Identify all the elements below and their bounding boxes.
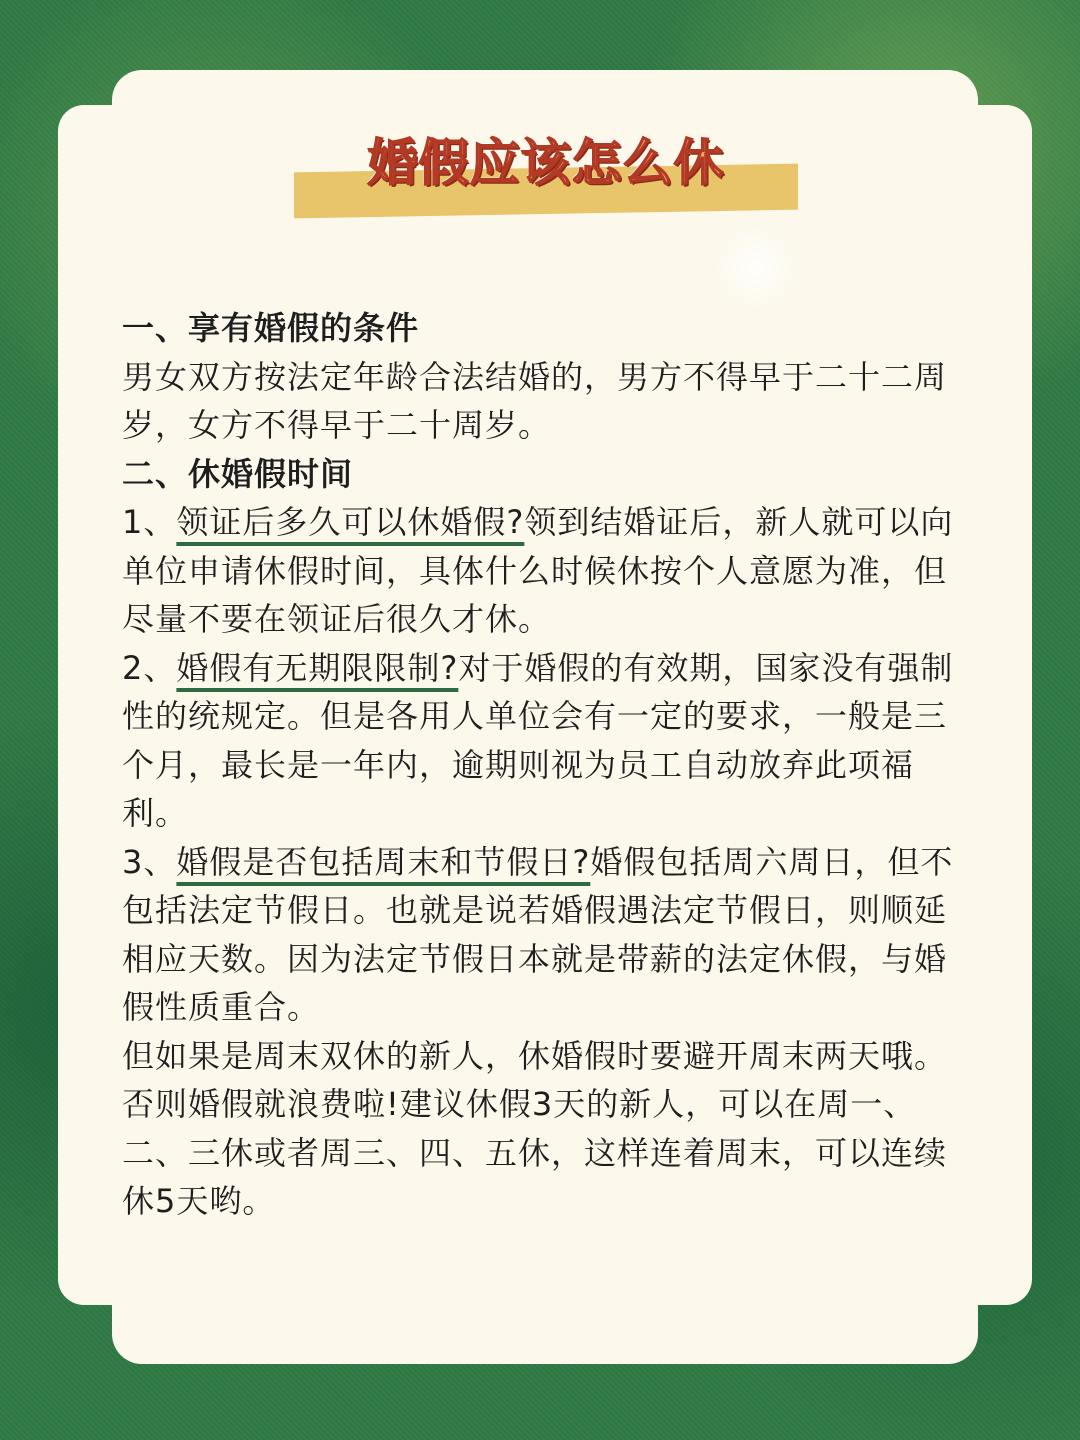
faq-question: 婚假有无期限限制? [176,648,459,687]
title-banner [294,128,798,218]
faq-answer: 领到结婚证后，新人就可以向单位申请休假时间，具体什么时候休按个人意愿为准，但尽量不要在领证后很久才休。 [122,503,954,638]
faq-question: 领证后多久可以休婚假? [176,503,525,541]
faq-number: 2、 [122,648,177,687]
faq-item [122,644,972,838]
section-heading-timing: 二、休婚假时间 [122,454,354,493]
faq-number: 3、 [122,842,177,881]
article-body [122,304,972,1226]
faq-question: 婚假是否包括周末和节假日? [176,842,591,881]
faq-answer: 婚假包括周六周日，但不包括法定节假日。也就是说若婚假遇法定节假日，则顺延相应天数。因为法定节假日本就是带薪的法定休假，与婚假性质重合。 [122,842,954,1026]
faq-item [122,838,972,1032]
section-heading-conditions: 一、享有婚假的条件 [122,309,420,347]
faq-answer: 对于婚假的有效期，国家没有强制性的统规定。但是各用人单位会有一定的要求，一般是三个月，最长是一年内，逾期则视为员工自动放弃此项福利。 [122,648,954,832]
sparkle-decoration [708,228,804,308]
section-body-conditions: 男女双方按法定年龄合法结婚的，男方不得早于二十二周岁，女方不得早于二十周岁。 [122,357,948,444]
page-title: 婚假应该怎么休 [367,134,725,192]
tip-paragraph: 但如果是周末双休的新人，休婚假时要避开周末两天哦。否则婚假就浪费啦!建议休假3天的新人，可以在周一、二、三休或者周三、四、五休，这样连着周末，可以连续休5天哟。 [122,1036,948,1220]
faq-item [122,498,972,644]
faq-number: 1、 [122,503,177,541]
